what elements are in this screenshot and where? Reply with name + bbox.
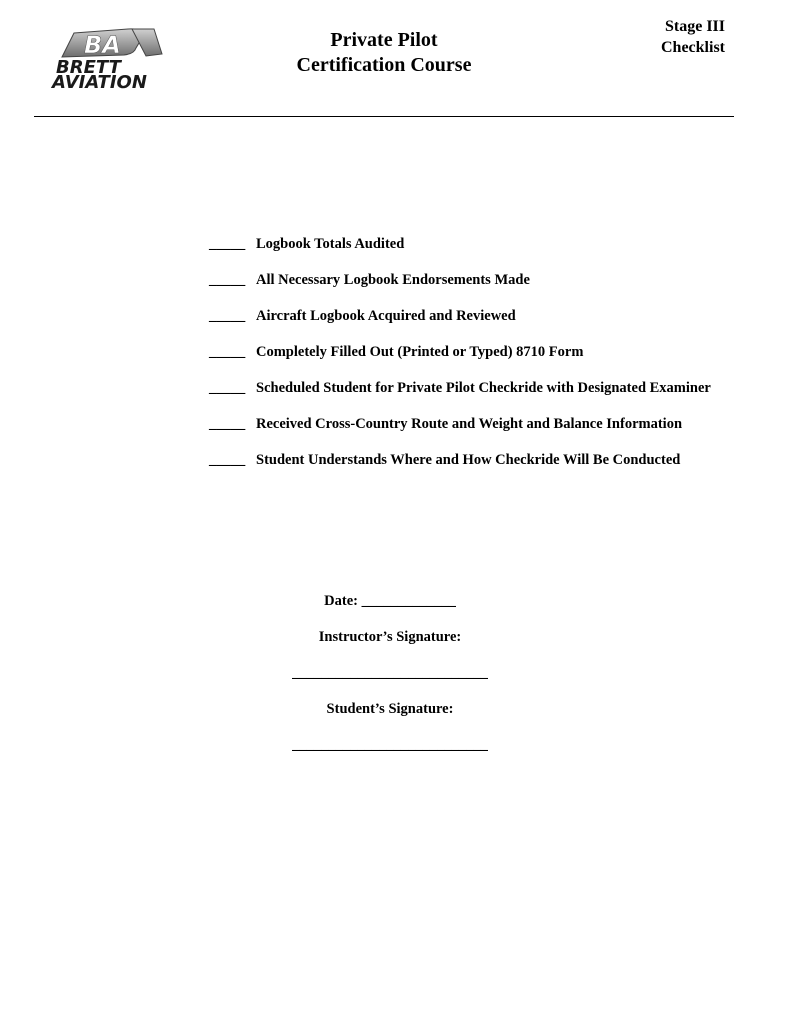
stage-title-line1: Stage III bbox=[664, 18, 725, 35]
date-label: Date: bbox=[324, 593, 358, 609]
course-title-line2: Certification Course bbox=[296, 54, 472, 76]
student-signature-field[interactable]: ___________________________ bbox=[292, 737, 488, 753]
checklist-blank[interactable]: _____ bbox=[209, 236, 246, 252]
checklist bbox=[209, 235, 739, 487]
checklist-item-text: Scheduled Student for Private Pilot Checkride with Designated Examiner bbox=[256, 380, 711, 396]
checklist-item bbox=[209, 271, 739, 289]
logo-brett-text: BRETT bbox=[56, 57, 121, 78]
checklist-item bbox=[209, 343, 739, 361]
checklist-item-text: Received Cross-Country Route and Weight and Balance Information bbox=[256, 416, 683, 432]
instructor-signature-field[interactable]: ___________________________ bbox=[292, 665, 488, 681]
checklist-item bbox=[209, 235, 739, 253]
checklist-blank[interactable]: _____ bbox=[209, 452, 246, 468]
checklist-item bbox=[209, 451, 739, 469]
checklist-item bbox=[209, 379, 739, 397]
logo-monogram: BA bbox=[84, 31, 121, 59]
stage-title bbox=[661, 16, 725, 58]
date-field[interactable]: _____________ bbox=[361, 593, 456, 609]
stage-title-line2: Checklist bbox=[661, 39, 725, 56]
date-row bbox=[250, 592, 530, 628]
course-title-line1: Private Pilot bbox=[330, 29, 438, 51]
brett-aviation-logo bbox=[50, 26, 200, 92]
checklist-blank[interactable]: _____ bbox=[209, 308, 246, 324]
checklist-item-text: Aircraft Logbook Acquired and Reviewed bbox=[256, 308, 516, 324]
checklist-blank[interactable]: _____ bbox=[209, 380, 246, 396]
course-title bbox=[264, 28, 504, 78]
signature-block bbox=[250, 592, 530, 772]
logo-aviation-text: AVIATION bbox=[52, 72, 147, 92]
checklist-blank[interactable]: _____ bbox=[209, 272, 246, 288]
checklist-blank[interactable]: _____ bbox=[209, 416, 246, 432]
checklist-item-text: Completely Filled Out (Printed or Typed) 8710 Form bbox=[256, 344, 584, 360]
checklist-item-text: Logbook Totals Audited bbox=[256, 236, 405, 252]
instructor-signature-label: Instructor’s Signature: bbox=[318, 629, 462, 645]
student-signature-label: Student’s Signature: bbox=[326, 701, 454, 717]
checklist-blank[interactable]: _____ bbox=[209, 344, 246, 360]
checklist-item-text: Student Understands Where and How Checkride Will Be Conducted bbox=[256, 452, 681, 468]
checklist-item bbox=[209, 307, 739, 325]
checklist-item bbox=[209, 415, 739, 433]
checklist-item-text: All Necessary Logbook Endorsements Made bbox=[256, 272, 530, 288]
header-divider bbox=[34, 116, 734, 117]
